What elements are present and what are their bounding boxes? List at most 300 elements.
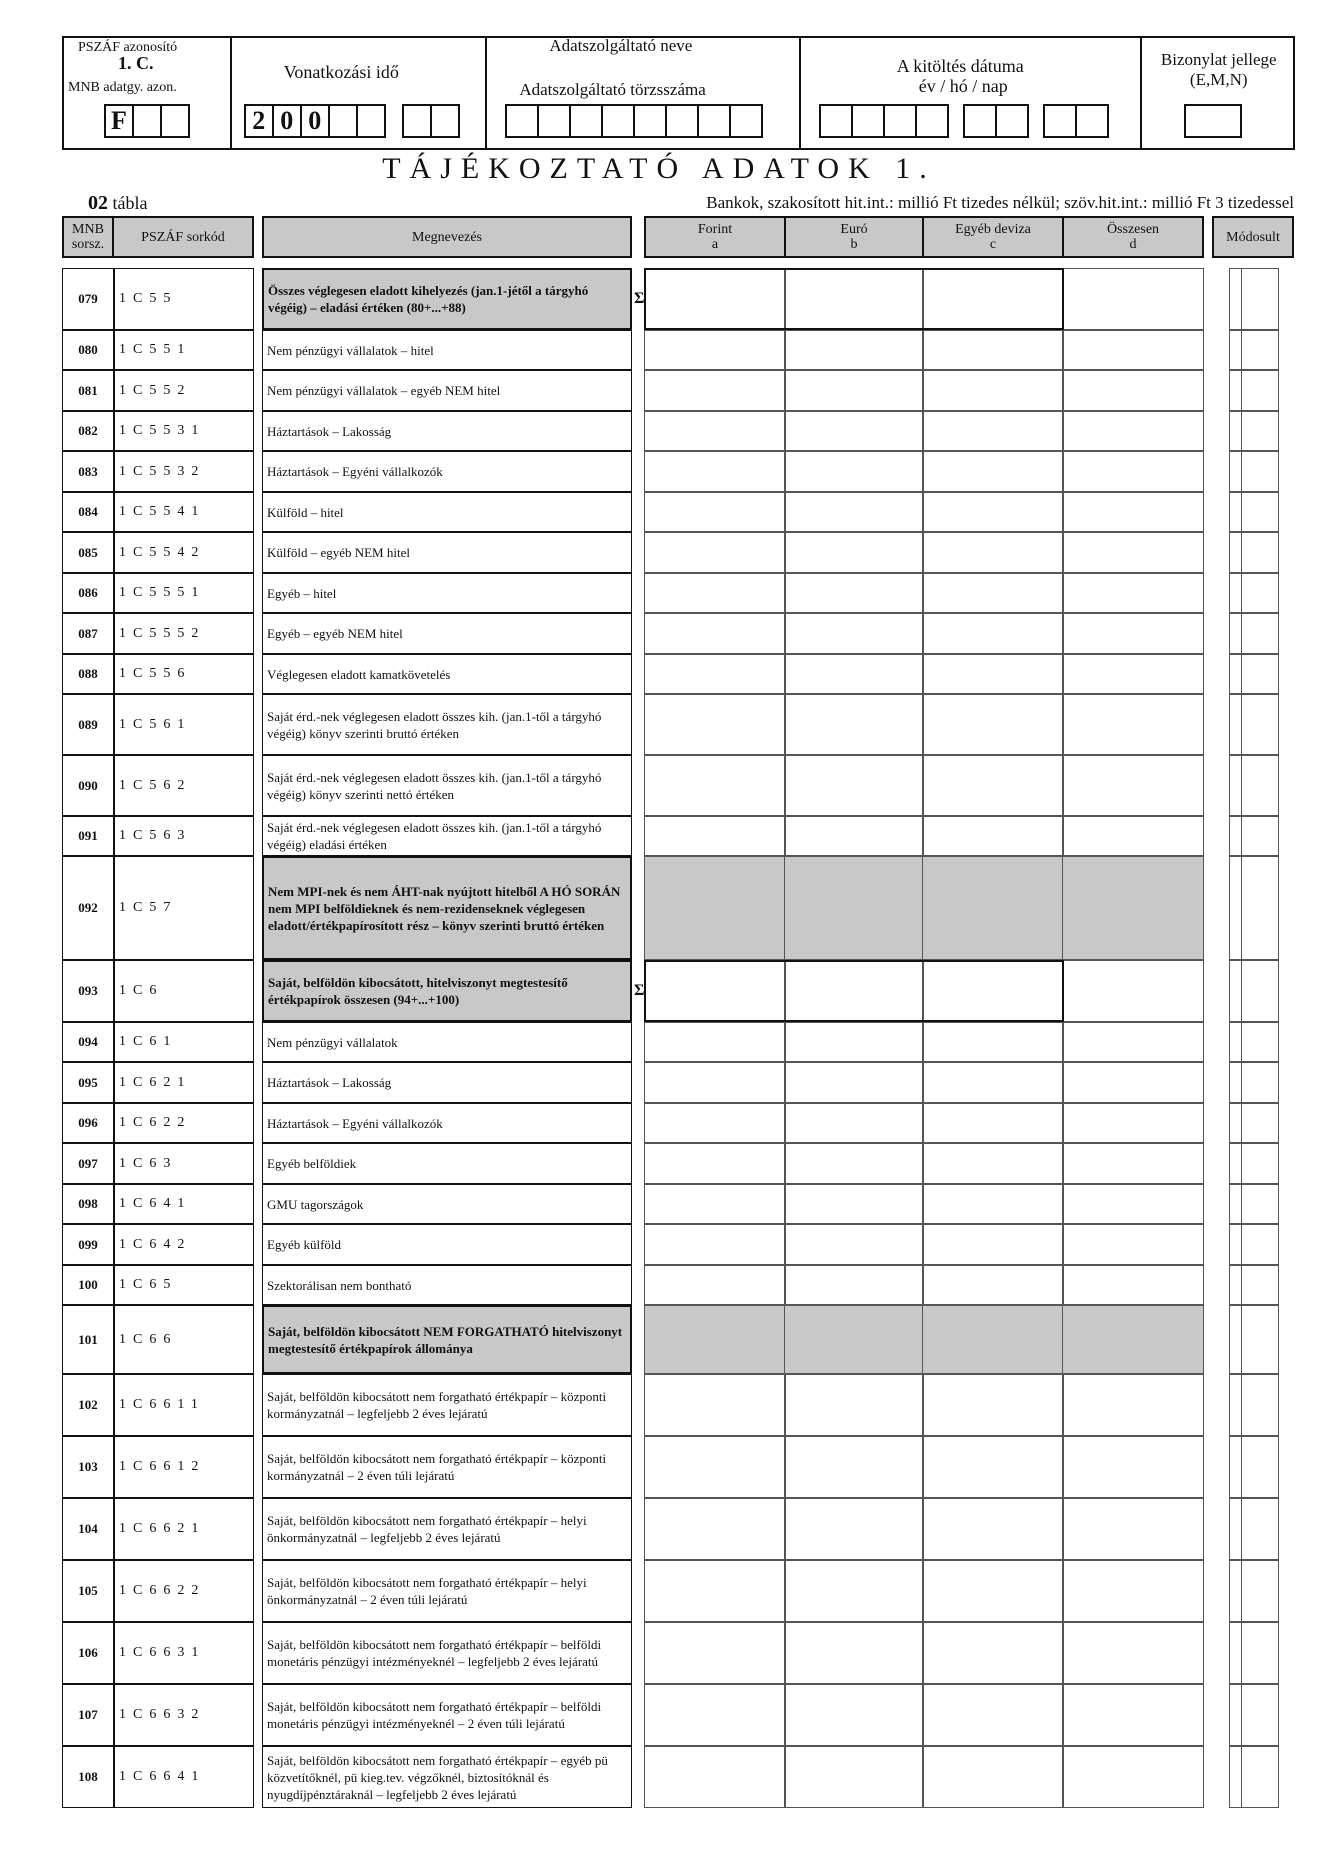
row-code: 1C561 (114, 694, 254, 755)
table-row (0, 1305, 1318, 1374)
row-code: 1C556 (114, 654, 254, 694)
cell-total[interactable] (1062, 370, 1204, 411)
row-code: 1C57 (114, 856, 254, 960)
table-word: tábla (112, 193, 148, 213)
cell-euro[interactable] (784, 1224, 924, 1265)
page-title: TÁJÉKOZTATÓ ADATOK 1. (382, 152, 936, 185)
cell-other[interactable] (922, 816, 1064, 856)
fill-year-cell[interactable] (915, 104, 949, 138)
row-code: 1C63 (114, 1143, 254, 1184)
cell-forint[interactable] (644, 492, 786, 532)
table-row (0, 1622, 1318, 1684)
row-code: 1C641 (114, 1184, 254, 1224)
cell-forint[interactable] (644, 1103, 786, 1143)
row-name: Nem pénzügyi vállalatok (262, 1022, 632, 1062)
cell-total[interactable] (1062, 1184, 1204, 1224)
cell-modified[interactable] (1229, 268, 1279, 330)
cell-modified[interactable] (1229, 1560, 1279, 1622)
row-number: 079 (62, 268, 114, 330)
row-code: 1C5551 (114, 573, 254, 613)
table-row (0, 1224, 1318, 1265)
cell-forint[interactable] (644, 1560, 786, 1622)
fill-year-cell[interactable] (819, 104, 853, 138)
cell-total[interactable] (1062, 1022, 1204, 1062)
table-row (0, 1746, 1318, 1808)
row-code: 1C6622 (114, 1560, 254, 1622)
row-name: GMU tagországok (262, 1184, 632, 1224)
cell-modified[interactable] (1229, 1436, 1279, 1498)
col-header-forint (644, 216, 786, 258)
table-row (0, 1374, 1318, 1436)
row-name: Nem pénzügyi vállalatok – hitel (262, 330, 632, 370)
row-code: 1C6631 (114, 1622, 254, 1684)
cell-other[interactable] (922, 1684, 1064, 1746)
cell-modified[interactable] (1229, 1305, 1279, 1374)
cell-modified[interactable] (1229, 1746, 1279, 1808)
cell-euro[interactable] (784, 330, 924, 370)
cell-other[interactable] (922, 1062, 1064, 1103)
table-row (0, 1560, 1318, 1622)
row-name: Egyéb – egyéb NEM hitel (262, 613, 632, 654)
cell-other[interactable] (922, 1265, 1064, 1305)
cell-other[interactable] (922, 1560, 1064, 1622)
doc-type-cells[interactable] (1186, 104, 1242, 138)
col-header-mnb: MNB sorsz. (62, 216, 114, 258)
col-total-label: Összesen (1106, 222, 1160, 237)
period-cell[interactable]: 2 (244, 104, 274, 138)
row-name: Saját, belföldön kibocsátott nem forgatható értékpapír – belföldi monetáris pénzügyi intézményeknél – 2 éven túli lejáratú (262, 1684, 632, 1746)
cell-modified[interactable] (1229, 370, 1279, 411)
row-name: Nem pénzügyi vállalatok – egyéb NEM hitel (262, 370, 632, 411)
fill-date-block (801, 38, 1142, 148)
provider-reg-cell[interactable] (633, 104, 667, 138)
fill-date-label: A kitöltés dátuma (896, 56, 1024, 76)
cell-euro[interactable] (784, 613, 924, 654)
row-name: Szektorálisan nem bontható (262, 1265, 632, 1305)
row-name: Egyéb külföld (262, 1224, 632, 1265)
cell-other[interactable] (922, 1103, 1064, 1143)
cell-euro[interactable] (784, 1184, 924, 1224)
cell-forint[interactable] (644, 411, 786, 451)
period-cell[interactable] (328, 104, 358, 138)
row-number: 099 (62, 1224, 114, 1265)
cell-forint[interactable] (644, 1746, 786, 1808)
cell-euro[interactable] (784, 492, 924, 532)
cell-total[interactable] (1062, 451, 1204, 492)
cell-modified[interactable] (1229, 1622, 1279, 1684)
cell-modified[interactable] (1229, 1224, 1279, 1265)
table-row (0, 1498, 1318, 1560)
fill-day-cell[interactable] (1075, 104, 1109, 138)
cell-other[interactable] (922, 1022, 1064, 1062)
cell-other[interactable] (922, 613, 1064, 654)
row-code: 1C562 (114, 755, 254, 816)
fill-year-cell[interactable] (883, 104, 917, 138)
col-header-euro (784, 216, 924, 258)
cell-other[interactable] (922, 573, 1064, 613)
row-number: 102 (62, 1374, 114, 1436)
row-name: Saját, belföldön kibocsátott nem forgatható értékpapír – helyi önkormányzatnál – legfeljebb 2 éves lejáratú (262, 1498, 632, 1560)
cell-other[interactable] (922, 1224, 1064, 1265)
cell-forint[interactable] (644, 1498, 786, 1560)
cell-total[interactable] (1062, 1498, 1204, 1560)
table-row (0, 1062, 1318, 1103)
doc-type-cell[interactable] (1184, 104, 1242, 138)
cell-forint[interactable] (644, 613, 786, 654)
cell-euro[interactable] (784, 451, 924, 492)
cell-forint (644, 856, 786, 960)
cell-total[interactable] (1062, 1143, 1204, 1184)
cell-other[interactable] (922, 411, 1064, 451)
cell-total[interactable] (1062, 1103, 1204, 1143)
provider-reg-label: Adatszolgáltató törzsszáma (519, 80, 706, 99)
cell-euro[interactable] (784, 1143, 924, 1184)
row-code: 1C65 (114, 1265, 254, 1305)
cell-other[interactable] (922, 694, 1064, 755)
cell-euro[interactable] (784, 1022, 924, 1062)
cell-modified[interactable] (1229, 816, 1279, 856)
row-name: Háztartások – Lakosság (262, 411, 632, 451)
cell-modified[interactable] (1229, 573, 1279, 613)
cell-euro[interactable] (784, 755, 924, 816)
fill-date-cells[interactable] (821, 104, 1109, 138)
cell-modified[interactable] (1229, 1022, 1279, 1062)
frame-row-079 (644, 268, 1064, 330)
cell-modified[interactable] (1229, 755, 1279, 816)
cell-modified[interactable] (1229, 960, 1279, 1022)
fill-month-cell[interactable] (963, 104, 997, 138)
cell-euro[interactable] (784, 1374, 924, 1436)
cell-modified[interactable] (1229, 654, 1279, 694)
cell-modified[interactable] (1229, 532, 1279, 573)
cell-euro (784, 1305, 924, 1374)
row-number: 085 (62, 532, 114, 573)
row-name: Háztartások – Egyéni vállalkozók (262, 1103, 632, 1143)
cell-total[interactable] (1062, 532, 1204, 573)
cell-total[interactable] (1062, 755, 1204, 816)
cell-modified[interactable] (1229, 1184, 1279, 1224)
row-number: 098 (62, 1184, 114, 1224)
cell-euro[interactable] (784, 1560, 924, 1622)
period-label: Vonatkozási idő (283, 62, 399, 82)
cell-euro[interactable] (784, 1436, 924, 1498)
cell-forint[interactable] (644, 1224, 786, 1265)
cell-euro[interactable] (784, 1622, 924, 1684)
row-code: 1C6641 (114, 1746, 254, 1808)
fill-date-sub: év / hó / nap (918, 76, 1008, 96)
cell-euro[interactable] (784, 816, 924, 856)
sum-marker: Σ (634, 982, 645, 999)
col-other-label: Egyéb deviza (955, 222, 1031, 237)
cell-total[interactable] (1062, 1746, 1204, 1808)
row-code: 1C552 (114, 370, 254, 411)
row-code: 1C6 (114, 960, 254, 1022)
table-row (0, 1436, 1318, 1498)
cell-total[interactable] (1062, 492, 1204, 532)
cell-euro[interactable] (784, 1746, 924, 1808)
cell-forint[interactable] (644, 532, 786, 573)
cell-euro[interactable] (784, 1684, 924, 1746)
col-forint-label: Forint (697, 222, 733, 237)
cell-total[interactable] (1062, 816, 1204, 856)
table-row (0, 1022, 1318, 1062)
period-cell[interactable]: 0 (300, 104, 330, 138)
cell-other[interactable] (922, 755, 1064, 816)
cell-modified[interactable] (1229, 856, 1279, 960)
row-number: 081 (62, 370, 114, 411)
table-row (0, 492, 1318, 532)
cell-total[interactable] (1062, 1374, 1204, 1436)
cell-modified[interactable] (1229, 451, 1279, 492)
doc-type-label: Bizonylat jellege (E,M,N) (1160, 50, 1277, 89)
provider-reg-cell[interactable] (697, 104, 731, 138)
cell-euro[interactable] (784, 1498, 924, 1560)
row-number: 093 (62, 960, 114, 1022)
row-number: 094 (62, 1022, 114, 1062)
provider-reg-cell[interactable] (569, 104, 603, 138)
cell-forint[interactable] (644, 370, 786, 411)
col-header-mod: Módosult (1212, 216, 1294, 258)
cell-total[interactable] (1062, 1224, 1204, 1265)
cell-euro[interactable] (784, 1265, 924, 1305)
row-number: 089 (62, 694, 114, 755)
provider-reg-cell[interactable] (665, 104, 699, 138)
cell-forint[interactable] (644, 816, 786, 856)
cell-forint[interactable] (644, 573, 786, 613)
cell-total[interactable] (1062, 613, 1204, 654)
cell-total[interactable] (1062, 1265, 1204, 1305)
row-name: Saját érd.-nek véglegesen eladott összes kih. (jan.1-től a tárgyhó végéig) könyv szerinti bruttó értéken (262, 694, 632, 755)
cell-modified[interactable] (1229, 492, 1279, 532)
cell-total[interactable] (1062, 1622, 1204, 1684)
row-number: 097 (62, 1143, 114, 1184)
cell-euro[interactable] (784, 411, 924, 451)
row-name: Saját érd.-nek véglegesen eladott összes kih. (jan.1-től a tárgyhó végéig) könyv szerinti nettó értéken (262, 755, 632, 816)
col-forint-letter: a (711, 237, 719, 252)
form-header (62, 36, 1295, 150)
row-number: 084 (62, 492, 114, 532)
period-cells[interactable] (246, 104, 460, 138)
row-number: 108 (62, 1746, 114, 1808)
cell-forint[interactable] (644, 755, 786, 816)
period-cell[interactable] (402, 104, 432, 138)
row-name: Saját, belföldön kibocsátott nem forgatható értékpapír – központi kormányzatnál – 2 éven túli lejáratú (262, 1436, 632, 1498)
cell-modified[interactable] (1229, 1374, 1279, 1436)
row-number: 095 (62, 1062, 114, 1103)
period-cell[interactable] (430, 104, 460, 138)
cell-other[interactable] (922, 370, 1064, 411)
cell-other[interactable] (922, 1746, 1064, 1808)
units-note: Bankok, szakosított hit.int.: millió Ft tizedes nélkül; szöv.hit.int.: millió Ft 3 tizedessel (706, 193, 1294, 212)
row-code: 1C622 (114, 1103, 254, 1143)
row-name: Saját érd.-nek véglegesen eladott összes kih. (jan.1-től a tárgyhó végéig) eladási értéken (262, 816, 632, 856)
cell-euro[interactable] (784, 370, 924, 411)
cell-other[interactable] (922, 1436, 1064, 1498)
row-name: Külföld – hitel (262, 492, 632, 532)
doc-type-block (1142, 38, 1293, 148)
table-row (0, 370, 1318, 411)
table-row (0, 1684, 1318, 1746)
cell-forint[interactable] (644, 1143, 786, 1184)
table-row (0, 1103, 1318, 1143)
provider-reg-cell[interactable] (601, 104, 635, 138)
cell-modified[interactable] (1229, 1143, 1279, 1184)
row-name: Egyéb belföldiek (262, 1143, 632, 1184)
cell-total (1062, 1305, 1204, 1374)
row-name: Saját, belföldön kibocsátott, hitelviszonyt megtestesítő értékpapírok összesen (94+...+100) (262, 960, 632, 1022)
col-header-name: Megnevezés (262, 216, 632, 258)
table-row (0, 573, 1318, 613)
cell-other[interactable] (922, 1184, 1064, 1224)
cell-euro[interactable] (784, 1103, 924, 1143)
cell-forint[interactable] (644, 1265, 786, 1305)
period-block (232, 38, 488, 148)
row-number: 101 (62, 1305, 114, 1374)
row-name: Háztartások – Egyéni vállalkozók (262, 451, 632, 492)
cell-modified[interactable] (1229, 330, 1279, 370)
row-name: Összes véglegesen eladott kihelyezés (jan.1-jétől a tárgyhó végéig) – eladási értéken (80+...+88) (262, 268, 632, 330)
mnb-id-cells[interactable] (106, 104, 190, 138)
cell-other[interactable] (922, 532, 1064, 573)
row-number: 104 (62, 1498, 114, 1560)
row-number: 086 (62, 573, 114, 613)
cell-modified[interactable] (1229, 613, 1279, 654)
cell-forint[interactable] (644, 654, 786, 694)
cell-total[interactable] (1062, 1062, 1204, 1103)
mnb-id-cell[interactable]: F (104, 104, 134, 138)
cell-other[interactable] (922, 451, 1064, 492)
cell-forint[interactable] (644, 1622, 786, 1684)
row-number: 105 (62, 1560, 114, 1622)
cell-total[interactable] (1062, 960, 1204, 1022)
provider-reg-cell[interactable] (505, 104, 539, 138)
row-code: 1C5532 (114, 451, 254, 492)
row-code: 1C551 (114, 330, 254, 370)
cell-modified[interactable] (1229, 1684, 1279, 1746)
cell-forint[interactable] (644, 1184, 786, 1224)
sum-marker: Σ (634, 290, 645, 307)
cell-total[interactable] (1062, 654, 1204, 694)
row-number: 106 (62, 1622, 114, 1684)
provider-reg-cells[interactable] (507, 104, 763, 138)
cell-total[interactable] (1062, 1560, 1204, 1622)
cell-total[interactable] (1062, 1684, 1204, 1746)
row-number: 096 (62, 1103, 114, 1143)
mnb-id-cell[interactable] (160, 104, 190, 138)
cell-other[interactable] (922, 654, 1064, 694)
cell-total (1062, 856, 1204, 960)
mnb-id-cell[interactable] (132, 104, 162, 138)
row-number: 082 (62, 411, 114, 451)
cell-modified[interactable] (1229, 1062, 1279, 1103)
cell-forint[interactable] (644, 1436, 786, 1498)
cell-modified[interactable] (1229, 411, 1279, 451)
fill-day-cell[interactable] (1043, 104, 1077, 138)
row-code: 1C621 (114, 1062, 254, 1103)
provider-reg-cell[interactable] (729, 104, 763, 138)
row-number: 090 (62, 755, 114, 816)
row-name: Véglegesen eladott kamatkövetelés (262, 654, 632, 694)
cell-forint[interactable] (644, 1022, 786, 1062)
fill-year-cell[interactable] (851, 104, 885, 138)
row-number: 088 (62, 654, 114, 694)
cell-forint[interactable] (644, 451, 786, 492)
cell-other (922, 1305, 1064, 1374)
cell-modified[interactable] (1229, 1265, 1279, 1305)
cell-forint[interactable] (644, 330, 786, 370)
cell-total[interactable] (1062, 330, 1204, 370)
pszaf-id-block (64, 38, 232, 148)
fill-month-cell[interactable] (995, 104, 1029, 138)
table-row (0, 1265, 1318, 1305)
col-header-total (1062, 216, 1204, 258)
row-code: 1C61 (114, 1022, 254, 1062)
cell-other[interactable] (922, 1622, 1064, 1684)
table-row (0, 1143, 1318, 1184)
cell-other[interactable] (922, 492, 1064, 532)
row-number: 091 (62, 816, 114, 856)
cell-modified[interactable] (1229, 1103, 1279, 1143)
cell-total[interactable] (1062, 573, 1204, 613)
cell-euro[interactable] (784, 573, 924, 613)
cell-total[interactable] (1062, 411, 1204, 451)
col-total-letter: d (1129, 237, 1137, 252)
row-number: 092 (62, 856, 114, 960)
row-name: Külföld – egyéb NEM hitel (262, 532, 632, 573)
provider-reg-cell[interactable] (537, 104, 571, 138)
cell-forint[interactable] (644, 1684, 786, 1746)
cell-forint[interactable] (644, 694, 786, 755)
cell-other[interactable] (922, 1498, 1064, 1560)
col-header-other (922, 216, 1064, 258)
row-code: 1C55 (114, 268, 254, 330)
cell-other[interactable] (922, 1374, 1064, 1436)
col-header-pszaf: PSZÁF sorkód (112, 216, 254, 258)
row-number: 087 (62, 613, 114, 654)
mnb-id-label: MNB adatgy. azon. (68, 80, 177, 95)
cell-modified[interactable] (1229, 1498, 1279, 1560)
period-cell[interactable] (356, 104, 386, 138)
table-row (0, 613, 1318, 654)
period-cell[interactable]: 0 (272, 104, 302, 138)
row-code: 1C6611 (114, 1374, 254, 1436)
provider-block (487, 38, 800, 148)
row-number: 103 (62, 1436, 114, 1498)
cell-modified[interactable] (1229, 694, 1279, 755)
table-row (0, 1184, 1318, 1224)
table-row (0, 816, 1318, 856)
row-code: 1C6612 (114, 1436, 254, 1498)
cell-other[interactable] (922, 1143, 1064, 1184)
row-name: Saját, belföldön kibocsátott nem forgatható értékpapír – helyi önkormányzatnál – 2 éven túli lejáratú (262, 1560, 632, 1622)
table-row (0, 856, 1318, 960)
col-euro-letter: b (850, 237, 858, 252)
cell-euro[interactable] (784, 654, 924, 694)
cell-total[interactable] (1062, 694, 1204, 755)
cell-total[interactable] (1062, 1436, 1204, 1498)
row-code: 1C6621 (114, 1498, 254, 1560)
cell-euro[interactable] (784, 532, 924, 573)
cell-forint[interactable] (644, 1374, 786, 1436)
cell-forint[interactable] (644, 1062, 786, 1103)
cell-total[interactable] (1062, 268, 1204, 330)
cell-euro[interactable] (784, 694, 924, 755)
row-number: 080 (62, 330, 114, 370)
cell-euro[interactable] (784, 1062, 924, 1103)
row-number: 107 (62, 1684, 114, 1746)
cell-other[interactable] (922, 330, 1064, 370)
row-code: 1C6632 (114, 1684, 254, 1746)
